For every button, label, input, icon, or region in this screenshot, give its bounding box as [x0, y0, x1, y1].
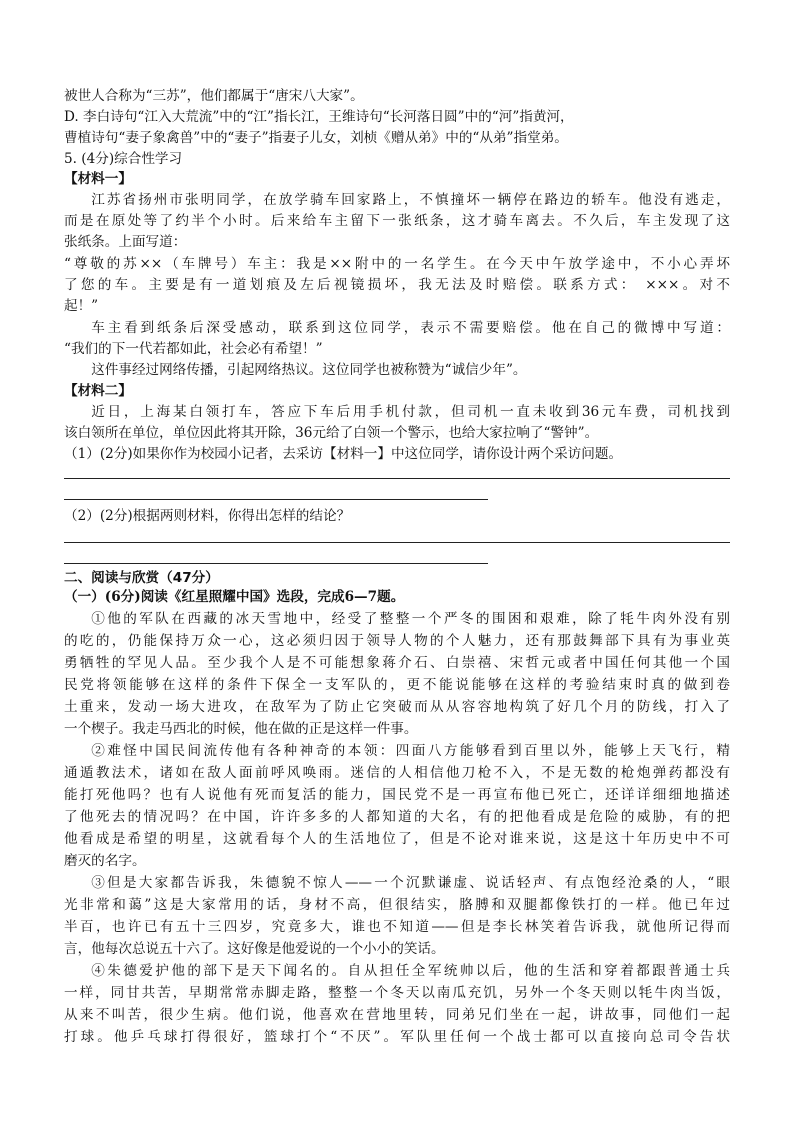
paragraph-line: 光非常和蔼”这是大家常用的话，身材不高，但很结实，胳膊和双腿都像铁打的一样。他已年过	[64, 897, 730, 913]
text-line: 近日，上海某白领打车，答应下车后用手机付款，但司机一直未收到36元车费，司机找到	[91, 404, 730, 420]
text-line: 该白领所在单位，单位因此将其开除，36元给了白领一个警示，也给大家拉响了“警钟”。	[64, 425, 599, 441]
text-line: 了您的车。主要是有一道划痕及左后视镜损坏，我无法及时赔偿。联系方式： ×××。对不	[64, 277, 730, 293]
text-line: “尊敬的苏××（车牌号）车主：我是××附中的一名学生。在今天中午放学途中，不小心弄坏	[64, 256, 730, 272]
paragraph-line: 土重来，发动一场大进攻，在敌军为了防止它突破而从从容容地构筑了好几个月的防线，打入了	[64, 699, 730, 715]
text-line: “我们的下一代若都如此，社会必有希望！”	[64, 341, 323, 357]
paragraph-line: 民党将领能够在这样的条件下保全一支军队的，更不能说能够在这样的考验结束时真的做到卷	[64, 677, 730, 693]
paragraph-line: ①他的军队在西藏的冰天雪地中，经受了整整一个严冬的围困和艰难，除了牦牛肉外没有别	[91, 611, 730, 627]
answer-line[interactable]	[64, 542, 730, 543]
paragraph-line: ③但是大家都告诉我，朱德貌不惊人——一个沉默谦虚、说话轻声、有点饱经沧桑的人，“眼	[91, 875, 730, 891]
text-line: 张纸条。上面写道：	[64, 234, 187, 250]
paragraph-line: 磨灭的名字。	[64, 853, 146, 869]
answer-line[interactable]	[64, 499, 488, 500]
paragraph-line: 言，他每次总说五十六了。这好像是他爱说的一个小小的笑话。	[64, 941, 445, 957]
question-5-1: （1）(2分)如果你作为校园小记者，去采访【材料一】中这位同学，请你设计两个采访问题。	[64, 446, 623, 462]
answer-line[interactable]	[64, 478, 730, 479]
paragraph-line: 一样，同甘共苦，早期常常赤脚走路，整整一个冬天以南瓜充饥，另外一个冬天则以牦牛肉当饭，	[64, 985, 730, 1001]
paragraph-line: 从来不叫苦，很少生病。他们说，他喜欢在营地里转，同弟兄们坐在一起，讲故事，同他们一起	[64, 1007, 730, 1023]
answer-line[interactable]	[64, 563, 488, 564]
paragraph-line: 打球。他乒乓球打得很好，篮球打个“不厌”。军队里任何一个战士都可以直接向总司令告状	[64, 1029, 730, 1045]
option-d-line: D. 李白诗句“江入大荒流”中的“江”指长江，王维诗句“长河落日圆”中的“河”指黄河，	[64, 109, 574, 125]
text-line: 而是在原处等了约半个小时。后来给车主留下一张纸条，这才骑车离去。不久后，车主发现了这	[64, 213, 730, 229]
paragraph-line: 他看成是希望的明星，这就看每个人的生活地位了，但是不论对谁来说，这是这十年历史中不可	[64, 831, 730, 847]
question-5-2: （2）(2分)根据两则材料，你得出怎样的结论？	[64, 508, 351, 524]
paragraph-line: 通遁教法术，诸如在敌人面前呼风唤雨。迷信的人相信他刀枪不入，不是无数的枪炮弹药都没有	[64, 765, 730, 781]
paragraph-line: 的吃的，仍能保持万众一心，这必须归因于领导人物的个人魅力，还有那鼓舞部下具有为事业英	[64, 633, 730, 649]
paragraph-line: 了他死去的情况吗？在中国，许许多多的人都知道的大名，有的把他看成是危险的威胁，有的把	[64, 809, 730, 825]
paragraph-line: ②难怪中国民间流传他有各种神奇的本领：四面八方能够看到百里以外，能够上天飞行，精	[91, 743, 730, 759]
paragraph-line: 一个楔子。我走马西北的时候，他在做的正是这样一件事。	[64, 721, 418, 737]
section-2-heading: 二、阅读与欣赏（47分）	[64, 570, 219, 586]
material-one-heading: 【材料一】	[64, 171, 132, 187]
text-line: 车主看到纸条后深受感动，联系到这位同学，表示不需要赔偿。他在自己的微博中写道：	[91, 320, 730, 336]
paragraph-line: ④朱德爱护他的部下是天下闻名的。自从担任全军统帅以后，他的生活和穿着都跟普通士兵	[91, 963, 730, 979]
paragraph-line: 勇牺牲的罕见人品。至少我个人是不可能想象蒋介石、白崇禧、宋哲元或者中国任何其他一个国	[64, 655, 730, 671]
text-line: 曹植诗句“妻子象禽兽”中的“妻子”指妻子儿女，刘桢《赠从弟》中的“从弟”指堂弟。	[64, 130, 568, 146]
question-5-title: 5. (4分)综合性学习	[64, 151, 183, 167]
text-line: 这件事经过网络传播，引起网络热议。这位同学也被称赞为“诚信少年”。	[91, 362, 527, 378]
text-line: 起！”	[64, 298, 99, 314]
paragraph-line: 能打死他吗？也有人说他有死而复活的能力，国民党不是一再宣布他已死亡，还详详细细地描述	[64, 787, 730, 803]
text-line: 被世人合称为“三苏”，他们都属于“唐宋八大家”。	[64, 88, 364, 104]
subsection-1-heading: （一）(6分)阅读《红星照耀中国》选段，完成6—7题。	[64, 589, 405, 605]
paragraph-line: 半百，也许已有五十三四岁，究竟多大，谁也不知道——但是李长林笑着告诉我，就他所记得而	[64, 919, 730, 935]
text-line: 江苏省扬州市张明同学，在放学骑车回家路上，不慎撞坏一辆停在路边的轿车。他没有逃走，	[91, 192, 730, 208]
material-two-heading: 【材料二】	[64, 383, 132, 399]
